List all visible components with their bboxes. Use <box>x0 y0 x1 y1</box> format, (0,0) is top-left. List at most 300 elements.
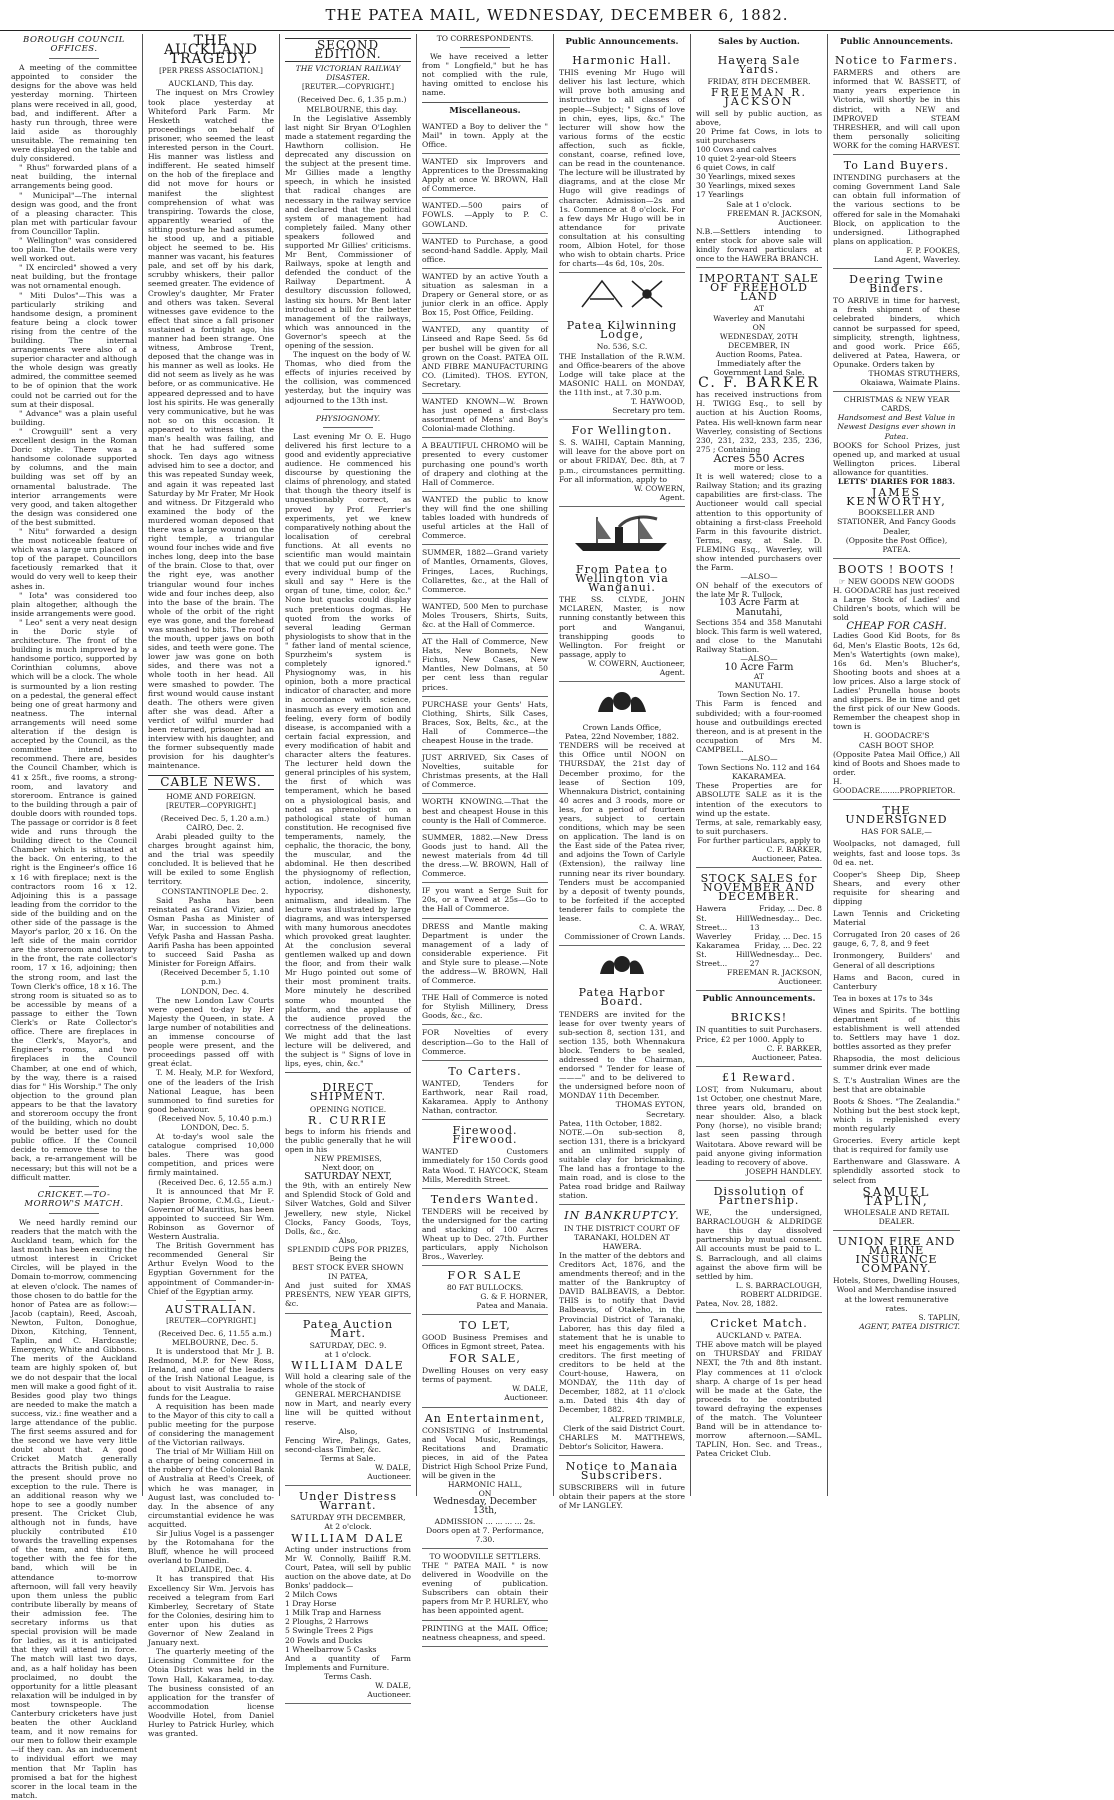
ad-signature: Secretary pro tem. <box>612 406 685 416</box>
ad-text: WANTED a Boy to deliver the " Mail" in town. Apply at the Office. <box>422 121 548 149</box>
ad-twine-binders <box>833 269 960 392</box>
ad-heading: UNION FIRE AND MARINE INSURANCE COMPANY. <box>837 1234 956 1276</box>
ad-text: Handsomest and Best Value in Newest Designs ever shown in Patea. <box>837 413 956 441</box>
divider <box>323 409 373 410</box>
ad-signature: C. F. BARKER, <box>766 1043 822 1053</box>
classified-ad <box>422 883 548 918</box>
classified-ad <box>422 1025 548 1060</box>
ad-text: ADMISSION ... ... ... ... 2s. <box>434 1516 536 1526</box>
column-2 <box>143 33 280 1739</box>
divider <box>186 1300 236 1301</box>
list-item: Boots & Shoes. "The Zealandia." Nothing but the best stock kept, which is replenished every month regularly <box>833 1096 960 1134</box>
ad-text: AT <box>753 304 765 314</box>
ad-text: AT <box>753 672 765 682</box>
list-item: Lawn Tennis and Cricketing Material <box>833 909 960 928</box>
ad-text: more or less. <box>733 463 785 473</box>
paragraph: A requisition has been made to the Mayor of this city to call a public meeting for the purpose of considering the management of the Victorian railways. <box>148 1401 274 1448</box>
masthead <box>0 0 1114 31</box>
ad-undersigned <box>833 800 960 1231</box>
ad-crown-lands <box>559 720 685 946</box>
ad-text: THE Installation of the R.W.M. and Office-bearers of the above Lodge will take place at the MASONIC HALL on MONDAY, the 11th inst., at 7.30 p.m. <box>559 351 685 397</box>
ad-text: Patea, Nov. 28, 1882. <box>696 1299 778 1308</box>
table-cell: Friday, ... Dec. 22 <box>754 940 822 950</box>
paragraph: We have received a letter from " Longfield," but he has not complied with the rule, having omitted to enclose his name. <box>422 52 548 98</box>
ad-text: BOOKSELLER AND STATIONER, And Fancy Goods Dealer, <box>837 508 956 536</box>
paragraph: The inquest on Mrs Crowley took place yesterday at Whiteford Park Farm. Mr Hesketh watched the proceedings on behalf of prisoner, who seemed the least interested person in the Court. His manner was listless and indifferent. He seated himself on the hob of the fireplace and did not move for hours or manifest the slightest comprehension of what was transpiring. Towards the close, apparently wearied of the sitting posture he had assumed, he stood up, and a pitiable object he seemed to be. His manner was vacant, his features pale, and set off by his dark, scrubby whiskers, their pallor seemed greater. The evidence of Crowley's daughter, Mr Frater and others was taken. Several witnesses gave evidence to the effect that since a fall prisoner sustained a fortnight ago, his manner had been strange. One witness, Ambrose Trent, deposed that the change was in his manner as well as looks. He did not seem as lively as he was before, or as communicative. He appeared depressed and to have lost his spirits. He was generally very communicative, but he was not so on this occasion. It appeared to witness that the man's health was failing, and that he had suffered some shock. Ten days ago witness advised him to see a doctor, and this was repeated Sunday week, and again it was repeated last Saturday by Mr Frater, Mr Hook and witness. Dr Fitzgerald who examined the body of the murdered woman deposed that there was a large wound on the right temple, a triangular wound four inches wide and five inches long, deep into the base of the brain. Close to that, over the right eye, was another triangular wound four inches wide and four inches deep, also into the base of the brain. The whole of the orbit of the right eye was gone, and the forehead was smashed to bits. The roof of the mouth, upper jaws on both sides, and teeth were gone. The lower jaw was gone on both sides, and there was not a whole tooth in her head. All were smashed to powder. The first wound would cause instant death. The others were given after she was dead. After a verdict of wilful murder had been returned, prisoner had an interview with his daughter, and the former subsequently made provision for his daughter's maintenance. <box>148 88 274 771</box>
column-5 <box>554 34 691 1511</box>
ad-text: Next door, on <box>322 1163 374 1173</box>
ad-signature: FREEMAN R. JACKSON, Auctioneer. <box>727 208 822 227</box>
dateline: MELBOURNE, Dec. 5. <box>171 1338 259 1348</box>
ad-text: 10 Acre Farm <box>724 662 794 674</box>
classified-ad <box>422 119 548 154</box>
ad-text: Fencing Wire, Palings, Gates, second-class Timber, &c. <box>285 1435 411 1454</box>
ad-heading: IN BANKRUPTCY. <box>564 1209 680 1223</box>
ad-text: FARMERS and others are informed that W. BASSETT, of many years experience in Victoria, will shortly be in this district, with a NEW and IMPROVED STEAM THRESHER, and will call upon them personally soliciting WORK for the coming HARVEST. <box>833 68 960 150</box>
ad-text: LOST, from Nukumaru, about 1st October, one chestnut Mare, three years old, branded on near shoulder. Also, a black Pony (horse), no visible brand; last seen passing through Waitotara. Above reward will be paid anyone giving information leading to recovery of above. <box>696 1084 822 1167</box>
table-row <box>696 904 822 913</box>
advertiser-name: FREEMAN R. JACKSON <box>710 86 808 109</box>
received-line: (Received Dec. 5, 1.20 a.m.) <box>160 813 270 823</box>
ad-woodville-settlers <box>422 1549 548 1621</box>
ad-text: WANTED KNOWN—W. Brown has just opened a first-class assortment of Mens' and Boy's Colonial-made Clothing. <box>422 397 548 434</box>
received-line: (Received December 5, 1.10 p.m.) <box>160 968 270 987</box>
ad-text: No. 536, S.C. <box>596 342 648 352</box>
ad-text: WANTED Customers immediately for 150 Cords good Rata Wood. T. HAYCOCK, Steam Mills, Meredith Street. <box>422 1147 548 1184</box>
ad-text: —ALSO— <box>740 754 778 764</box>
article-heading-borough: BOROUGH COUNCIL OFFICES. <box>23 35 125 55</box>
ad-heading: Deering Twine Binders. <box>849 273 944 296</box>
ad-hawera-sale-yards <box>696 50 822 268</box>
ad-signature: Secretary. <box>646 1109 685 1119</box>
ad-text: For further particulars, apply to <box>697 835 821 845</box>
ad-text: It is well watered; close to a Railway Station; and its grazing capabilities are first-class. The Auctioneer would call special attention to this opportunity of obtaining a first-class Freehold Farm in this favourite district. Terms, easy, at Sale. D. FLEMING Esq., Waverley, will show intended purchasers over the Farm. <box>696 472 822 573</box>
article-borough <box>11 63 137 1182</box>
ad-text: SATURDAY 9TH DECEMBER, <box>290 1513 406 1523</box>
ad-text: TO ARRIVE in time for harvest, a fresh shipment of these celebrated binders, which cannot be surpassed for speed, simplicity, strength, lightness, and good work. Price £65, delivered at Patea, Hawera, or Opunake. Orders taken by <box>833 296 960 369</box>
advertiser-name: JAMES KENWORTHY, <box>846 486 947 509</box>
ad-text: (Opposite Patea Mail Office,) All kind of Boots and Shoes made to order. <box>833 749 960 777</box>
ad-heading: Cricket Match. <box>710 1317 808 1331</box>
ad-text: KAKARAMEA. <box>731 772 787 782</box>
ad-text: S. S. WAIHI, Captain Manning, will leave for the above port on or about FRIDAY, Dec. 8th, at 7 p.m., circumstances permitting. For all information, apply to <box>559 438 685 484</box>
article-heading-tragedy: THE AUCKLAND TRAGEDY. <box>164 33 258 68</box>
physiognomy-body <box>285 432 411 1069</box>
ad-land-buyers <box>833 155 960 269</box>
ad-heading: TO LET, <box>459 1318 511 1332</box>
list-item: Cooper's Sheep Dip, Sheep Shears, and every other requisite for shearing and dipping <box>833 869 960 906</box>
ad-text: SPLENDID CUPS FOR PRIZES, <box>287 1244 409 1254</box>
ad-text: Wednesday, December 13th, <box>433 1497 537 1517</box>
ad-freehold-land <box>696 268 822 868</box>
ad-signature: Auctioneer. <box>367 1472 411 1482</box>
dateline: CAIRO, Dec. 2. <box>186 822 244 832</box>
dateline: CONSTANTINOPLE Dec. 2. <box>161 886 269 896</box>
classified-ad <box>422 438 548 491</box>
ad-subheading: OPENING NOTICE. <box>309 1104 387 1114</box>
dateline: AUCKLAND, This day. <box>168 79 254 89</box>
ad-text: TENDERS are invited for the lease for over twenty years of sub-section 8, section 131, and section 135, both Whennakura block. Tenders to be sealed, addressed to the Chairman, endorsed " Tender for lease of———" and to be delivered to the undersigned before noon of MONDAY 11th December. <box>559 1009 685 1101</box>
cable-news-heading: CABLE NEWS. <box>148 775 274 790</box>
divider <box>460 47 510 48</box>
ad-auction-mart <box>285 1314 411 1487</box>
ad-heading: Crown Lands Office, <box>582 723 662 733</box>
paragraph: " Municipal"—The internal design was good, and the front of a pleasing character. This plan met with particular favour from Councillor Taplin. <box>11 190 137 236</box>
ad-text: Sections 354 and 358 Manutahi block. This farm is well watered, and close to the Manutahi Railway Station. <box>696 617 822 654</box>
ad-text: H. GOODACRE'S <box>863 731 930 741</box>
cable-news-sub: HOME AND FOREIGN. <box>166 791 256 801</box>
ad-heading: Patea Kilwinning Lodge, <box>566 319 678 342</box>
list-item: 1 Milk Trap and Harness <box>285 1608 382 1618</box>
paragraph: Said Pasha has been reinstated as Grand Vizier, and Osman Pasha as Minister of War, in succession to Ahmed Vefyk Pasha and Hassan Pasha. Aarifi Pasha has been appointed to succeed Said Pasha as Minister for Foreign Affairs. <box>148 895 274 969</box>
reuter-credit: [REUTER.—COPYRIGHT.] <box>301 83 395 92</box>
list-item: Tea in boxes at 17s to 34s <box>833 993 933 1003</box>
ad-text: Terms at Sale. <box>320 1453 376 1463</box>
ad-text: Doors open at 7. Performance, 7.30. <box>426 1525 544 1544</box>
classified-ad <box>422 234 548 269</box>
divider <box>49 1213 99 1214</box>
paragraph: The new London Law Courts were opened to-day by Her Majesty the Queen, in state. A large number of notabilities and an immense concourse of people were present, and the proceedings passed off with great éclat. <box>148 995 274 1069</box>
list-item: And a quantity of Farm Implements and Furniture. <box>285 1653 411 1672</box>
ad-text: Being the <box>329 1254 367 1263</box>
paragraph: We need hardly remind our readers that the match with the Auckland team, which for the last month has been exciting the utmost interest in Cricket Circles, will be played in the Domain to-morrow, commencing at eleven o'clock. The names of those chosen to do battle for the honor of Patea are as follow:— Jacob (captain), Reed, Ascoah, Newton, Fulton, Donoghue, Dixon, Kitching, Tennent, Taplin, and C. Hardcastle; Emergency, White and Gibbons. The merits of the Auckland team are highly spoken of, but we do not despair that the local men will make a good fight of it. Besides good play two things are needed to make the match a success, viz.: fine weather and a large attendance of the public. The first seems assured and for the second we have very little doubt about that. A good Cricket Match generally attracts the British public, and the present should prove no exception to the rule. There is an additional reason why we hope to see a goodly number present. The Cricket Club, although not in funds, have pluckily contributed £10 towards the travelling expenses of the team, and this item, together with the fee for the band, which will be in attendance to-morrow afternoon, will fall very heavily upon them unless the public contribute liberally by means of their admission fee. The secretary informs us that special provision will be made for ladies, as it is anticipated that they will attend in force. The match will last two days, and, as a half holiday has been proclaimed, no doubt the opportunity for a little pleasant relaxation will be indulged in by most townspeople. The Canterbury cricketers have just beaten the other Auckland team, and it now remains for our men to follow their example—if they can. As an inducement to individual effort we may mention that Mr Taplin has promised a bat for the highest scorer in the local team in the match. <box>11 1217 137 1800</box>
ad-text: A BEAUTIFUL CHROMO will be presented to every customer purchasing one pound's worth of drapery and clothing at the Hall of Commerce. <box>422 441 548 487</box>
dateline: LONDON, Dec. 4. <box>180 986 250 996</box>
ad-text: Also, <box>338 1426 358 1436</box>
paragraph: " Miti Dulos"—This was a particularly striking and handsome design, a prominent feature being a clock tower rising from the centre of the building. The internal arrangements were also of a superior character and although the whole design was greatly admired, the committee seemed to be of opinion that the work could not be carried out for the sum at their disposal. <box>11 290 137 409</box>
ad-text: Also, <box>338 1235 358 1245</box>
column-3 <box>280 34 417 1700</box>
section-heading: Public Announcements. <box>702 994 816 1005</box>
ad-heading: BRICKS! <box>730 1011 788 1025</box>
ad-heading: THE UNDERSIGNED <box>845 804 948 827</box>
table-cell: Friday, ... Dec. 15 <box>754 931 822 941</box>
classified-ad <box>422 830 548 883</box>
miscellaneous-heading: Miscellaneous. <box>449 105 521 116</box>
ad-signature: Auctioneer, Patea. <box>752 854 822 864</box>
ad-text: WANTED, 500 Men to purchase Moles Trousers, Shirts, Suits, &c. at the Hall of Commerce. <box>422 601 548 629</box>
paragraph: " Wellington" was considered too plain. The details were very well worked out. <box>11 235 137 264</box>
ad-text: SUMMER, 1882.—New Dress Goods just to hand. All the newest materials from 4d till the dress.—W. BROWN, Hall of Commerce. <box>422 832 548 879</box>
correspondents-heading: TO CORRESPONDENTS. <box>436 34 534 43</box>
ad-text: Will hold a clearing sale of the whole of the stock of <box>285 1372 411 1391</box>
paragraph: It is understood that Mr J. B. Redmond, M.P. for New Ross, Ireland, and one of the leaders of the Irish National League, is about to visit Australia to raise funds for the League. <box>148 1347 274 1402</box>
paragraph: " Rhus" forwarded plans of a neat building, the internal arrangements being good. <box>11 163 137 191</box>
ad-text: —ALSO— <box>740 654 778 663</box>
ad-text: NEW PREMISES, <box>314 1153 382 1163</box>
ad-text: Town Section No. 17. <box>717 690 801 700</box>
classified-ad <box>422 154 548 198</box>
ad-text: BEST STOCK EVER SHOWN <box>292 1263 404 1273</box>
paragraph: Arabi pleaded guilty to the charges brought against him, and the trial was speedily concluded. It is believed that he will be exiled to some English territory. <box>148 831 274 887</box>
ad-signature: Auctioneer, Patea. <box>752 1052 822 1062</box>
ad-heading: Patea Harbor Board. <box>578 986 666 1009</box>
ad-text: H. GOODACRE has just received a Large Stock of Ladies' and Children's boots, which will be sold <box>833 585 960 623</box>
ad-signature: F. P. FOOKES, <box>906 245 960 255</box>
list-item: 10 quiet 2-year-old Steers <box>696 154 797 164</box>
ad-signature: W. DALE, <box>512 1384 548 1394</box>
ad-text: WANTED.—500 pairs of FOWLS. —Apply to P. C. GOWLAND. <box>422 201 548 229</box>
table-cell: Kakaramea <box>696 940 740 950</box>
ad-text: Terms Cash. <box>324 1671 372 1681</box>
divider <box>49 58 99 59</box>
paragraph: In the Legislative Assembly last night Sir Bryan O'Loghlen made a statement regarding the Hawthorn collision. He deprecated any discussion on the subject at the present time. Mr Gillies made a lengthy speech, in which he insisted that radical changes are necessary in the railway service and declared that the political system of management had completely failed. Many other speakers followed and supported Mr Gillies' criticisms. Mr Bent, Commissioner of Railways, spoke at length and defended the conduct of the Railway Department. A desultory discussion followed, lasting six hours. Mr Bent later introduced a bill for the better management of the railways, which was announced in the Governor's speech at the opening of the session. <box>285 113 411 350</box>
ad-text: Ladies Good Kid Boots, for 8s 6d, Men's Elastic Boots, 12s 6d, Men's Watertights (own make), 16s 6d. Men's Blucher's, Shooting boots and shoes at a low prices. Also a large stock of Ladies' Prunella house boots and slippers. Be in time and get the first pick of our New Goods. Remember the cheapest shop in town is <box>833 631 960 732</box>
ad-signature: FREEMAN R. JACKSON, <box>727 968 822 978</box>
ad-signature: W. DALE, <box>375 1681 411 1691</box>
ad-text: HAS FOR SALE,— <box>861 827 932 837</box>
section-heading: Public Announcements. <box>565 37 679 47</box>
ad-text: ON <box>752 322 766 332</box>
divider <box>323 427 373 428</box>
ad-heading: Notice to Farmers. <box>835 54 958 68</box>
received-line: (Received Dec. 6, 1.35 p.m.) <box>297 95 407 105</box>
ad-heading: IMPORTANT SALE OF FREEHOLD LAND <box>698 272 820 304</box>
list-item: 30 Yearlings, mixed sexes <box>696 181 796 191</box>
ad-text: SATURDAY NEXT, <box>304 1171 392 1183</box>
ad-harbor-board <box>559 982 685 1205</box>
paragraph: The trial of Mr William Hill on a charge of being concerned in the robbery of the Colonial Bank of Australia at Reed's Creek, of which he was manager, in August last, was concluded to-day. In the absence of any circumstantial evidence he was acquitted. <box>148 1447 274 1529</box>
ad-cricket-match <box>696 1313 822 1462</box>
list-item: Wines and Spirits. The bottling department of this establishment is well attended to. Settlers may have 1 doz. bottles assorted as they prefer <box>833 1005 960 1052</box>
ad-text: DRESS and Mantle making Department is under the management of a lady of considerable experience. Fit and Style sure to please.—Note the address—W. BROWN, Hall of Commerce. <box>422 921 548 986</box>
received-line: (Received Dec. 6, 11.55 a.m.) <box>158 1328 272 1338</box>
pointing-hand-icon: ☞ <box>838 576 846 586</box>
physiognomy-heading: PHYSIOGNOMY. <box>315 413 381 423</box>
article-heading-cricket: CRICKET.—TO-MORROW'S MATCH. <box>24 1189 124 1209</box>
ad-heading: £1 Reward. <box>721 1070 797 1084</box>
masthead-title: THE PATEA MAIL, WEDNESDAY, DECEMBER 6, 1882. <box>325 6 789 24</box>
list-item: S. T.'s Australian Wines are the best that are obtainable <box>833 1075 960 1094</box>
paragraph: It is announced that Mr F. Napier Broome, C.M.G., Lieut.-Governor of Mauritius, has been appointed to succeed Sir Wm. Robinson as Governor of Western Australia. <box>148 1186 274 1242</box>
ad-union-insurance <box>833 1231 960 1335</box>
table-cell: St. Hill Street... <box>696 949 750 968</box>
ad-text: IN PATEA, <box>327 1272 369 1282</box>
ad-text: At 2 o'clock. <box>324 1522 372 1532</box>
ad-signature: Agent. <box>659 492 685 502</box>
paragraph: " Nitu" forwarded a design the most noticeable feature of which was a large urn placed on top of the parapet. Councillors facetiously remarked that it would do very well to keep their ashes in. <box>11 526 137 591</box>
ad-heading: FOR SALE, <box>449 1352 521 1366</box>
ad-signature: Auctioneer. <box>504 1393 548 1403</box>
ad-text: These Properties are for ABSOLUTE SALE as it is the intention of the executors to wind up the estate. <box>696 781 822 818</box>
ad-carters <box>422 1061 548 1120</box>
ad-to-let <box>422 1315 548 1408</box>
paragraph: The quarterly meeting of the Licensing Committee for the Otoia District was held in the Town Hall, Kakaramea, to-day. The business consisted of an application for the transfer of accommodation license Woodville Hotel, from Daniel Hurley to Patrick Hurley, which was granted. <box>148 1647 274 1739</box>
ad-text: WANTED, Tenders for Earthwork, near Rail road, Kakaramea. Apply to Anthony Nathan, contractor. <box>422 1078 548 1116</box>
ad-text: will sell by public auction, as above, <box>696 108 822 127</box>
ad-signature: L. S. BARRACLOUGH, <box>735 1280 822 1290</box>
dateline: ADELAIDE, Dec. 4. <box>177 1565 252 1575</box>
dateline: MELBOURNE, this day. <box>306 104 398 114</box>
ad-text: WE, the undersigned, BARRACLOUGH & ALDRIDGE have this day dissolved partnership by mutual consent. All accounts must be paid to L. S. Barraclough, and all claims against the above firm will be settled by him. <box>696 1208 822 1281</box>
paragraph: " Advance" was a plain useful building. <box>11 408 137 427</box>
table-cell: Wednesday... Dec. 27 <box>749 949 822 968</box>
ad-text: WANTED to Purchase, a good second-hand Saddle. Apply, Mail office. <box>422 236 548 264</box>
column-4 <box>417 34 554 1642</box>
list-item: Corrugated Iron 20 cases of 26 gauge, 6, 7, 8, and 9 feet <box>833 930 960 949</box>
divider <box>49 1186 99 1187</box>
ad-signature: Agent. <box>659 667 685 677</box>
paragraph: " Leo" sent a very neat design in the Doric style of architecture. The front of the building is much improved by a handsome portico, supported by Corinthian columns, above which will be a clock. The whole is surmounted by a lion resting on a pedestal, the general effect being one of great harmony and neatness. The internal arrangements will need some alteration if the design is accepted by the Council, as the committee intend to recommend. There are, besides the Council Chamber, which is 41 x 25ft., five rooms, a strong-room, and lavatory and storeroom. Entrance is gained to the building through a pair of double doors with rounded tops. The passage or corridor is 8 feet wide and runs through the building direct to the Council Chamber which is situated at the back. On entering, to the right is the Engineer's office 16 x 16 with fireplace; next is the contractors room 16 x 12. Adjoining this is a passage leading from the corridor to the side of the building and on the other side of the passage is the Mayor's parlor, 20 x 16. On the left side of the main corridor are the storeroom and lavatory in the front, the rate collector's room, 17 x 16, adjoining; then the strong room, and last the Town Clerk's office, 18 x 16. The strong room is situated so as to be accessible by means of a passage to either the Town Clerk's or Rate Collector's office. There are fireplaces in the Clerk's, Mayor's, and Engineer's rooms, and two fireplaces in the Council Chamber, at one end of which, by the way, there is a raised dias for " His Worship." The only objection to the ground plan appears to be that the lavatory and storeroom occupy the front of the building, which no doubt would be better used for the public office. If the Council decide to remove these to the back, a re-arrangement will be necessary; but this will not be a difficult matter. <box>11 617 137 1182</box>
ad-text: Acres 550 Acres <box>713 451 805 465</box>
ad-patea-wellington <box>559 559 685 682</box>
list-item: 1 Wheelbarrow 5 Casks <box>285 1644 377 1654</box>
ad-text: CASH BOOT SHOP. <box>858 740 935 750</box>
ad-text: AUCKLAND v. PATEA. <box>716 1331 802 1341</box>
list-item: Woolpacks, not damaged, full weights, fast and loose tops. 3s 0d ea. net. <box>833 839 960 867</box>
column-1 <box>6 34 143 1800</box>
cable-news-body <box>148 814 274 1296</box>
ad-signature: Auctioneer. <box>367 1690 411 1700</box>
ad-text: SATURDAY, DEC. 9. <box>309 1340 387 1350</box>
advertiser-name: WILLIAM DALE <box>291 1531 405 1545</box>
advertiser-name: R. CURRIE <box>308 1113 388 1127</box>
classified-ad <box>422 794 548 829</box>
ad-harmonic-hall <box>559 50 685 273</box>
ad-text: Sale at 1 o'clock. <box>726 199 792 209</box>
article-tragedy <box>148 88 274 770</box>
page-columns <box>6 33 1108 1800</box>
steamship-icon <box>567 511 677 555</box>
ad-text: (Opposite the Post Office), PATEA. <box>845 535 948 554</box>
ad-text: has received instructions from H. TWIGG Esq., to sell by auction at his Auction Rooms, Patea. His well-known farm near Waverley, consisting of Sections 230, 231, 232, 233, 235, 236, 275 ; Containing <box>696 390 822 454</box>
received-line: (Received Nov. 5, 10.40 p.m.) <box>158 1113 272 1123</box>
paragraph: Last evening Mr O. E. Hugo delivered his first lecture to a good and evidently appreciative audience. He commenced his discourse by questioning the claims of phrenology, and stated that though the theory itself is unquestionably correct, as proved by Prof. Ferrier's experiments, yet we knew comparatively nothing about the localisation of cerebral functions. At all events no scientific man would maintain that we could put our finger on every individual bump of the skull and say " Here is the organ of tune, time, color, &c." None but quacks could display such pretentious dogmas. He quoted from the works of several leading German physiologists to show that in the " father land of mental science, Spurzheim's system is completely ignored." Physiognomy was, in his opinion, both a more practical indicator of character, and more in accordance with science, inasmuch as every emotion and feeling, every form of bodily disease, is accompanied with a certain facial expression, and every modification of habit and character alters the features. The lecturer held down the general principles of his system, the first of which was temperament, which he based on a physiological basis, and noted as phrenologist on a pathological state of human constitution. He recognised five temperaments, namely, the cephalic, the thoracic, the bony, the muscular, and the abdominal. He then described the physiognomy of reflection, action, indolence, sincerity, hypocrisy, dishonesty, animalism, and idealism. The lecture was illustrated by large diagrams, and was interspersed with many humorous anecdotes which provoked great laughter. At the conclusion several gentlemen walked up and down the floor, and from their walk Mr Hugo pointed out some of their most prominent traits. More minutely he described some who mounted the platform, and the applause of the audience proved the correctness of the delineations. We might add that the last lecture will be delivered, and the subject is " Signs of love in lips, eyes, chin, &c." <box>285 431 411 1069</box>
dateline: LONDON, Dec. 5. <box>180 1122 250 1132</box>
reuter-credit: [REUTER—COPYRIGHT.] <box>166 801 256 810</box>
ad-text: PURCHASE your Gents' Hats, Clothing, Shirts, Silk Cases, Braces, Sox, Belts, &c., at the Hall of Commerce—the cheapest House in the trade. <box>422 699 548 745</box>
railway-disaster-body <box>285 95 411 404</box>
ad-text: WORTH KNOWING.—That the best and cheapest House in this county is the Hall of Commerce. <box>422 797 548 825</box>
ad-text: WHOLESALE AND RETAIL DEALER. <box>844 1207 949 1226</box>
ad-heading: Harmonic Hall. <box>572 54 672 68</box>
ad-signature: W. COWERN, <box>634 483 685 493</box>
ad-tenders <box>422 1189 548 1267</box>
press-association-credit: [PER PRESS ASSOCIATION.] <box>159 67 263 76</box>
ad-heading: CHRISTMAS & NEW YEAR CARDS, <box>843 395 950 414</box>
ad-text: NEW GOODS NEW GOODS <box>847 576 955 586</box>
classified-ad <box>422 269 548 322</box>
ad-signature: AGENT, PATEA DISTRICT. <box>859 1321 960 1331</box>
paragraph: The British Government has recommended General Sir Arthur Evelyn Wood to the Egyptian Government for the appointment of Commander-in-Chief of the Egyptian army. <box>148 1241 274 1296</box>
ad-text: IF you want a Serge Suit for 20s, or a Tweed at 25s—Go to the Hall of Commerce. <box>422 886 548 914</box>
ad-text: MANUTAHI. <box>734 681 784 691</box>
ad-text: GENERAL MERCHANDISE <box>295 1390 401 1400</box>
ad-signature: Patea and Manaia. <box>476 1300 548 1310</box>
ad-text: GOOD Business Premises and Offices in Egmont street, Patea. <box>422 1332 548 1351</box>
table-row <box>696 950 822 968</box>
list-item: 2 Ploughs, 2 Harrows <box>285 1617 369 1627</box>
ad-christmas-cards <box>833 392 960 559</box>
ad-heading: For Wellington. <box>571 424 673 438</box>
ad-kilwinning-lodge <box>559 315 685 420</box>
ad-text: Dwelling Houses on very easy terms of payment. <box>422 1366 548 1385</box>
ad-heading: DIRECT SHIPMENT. <box>309 1081 386 1104</box>
ad-text: now in Mart, and nearly every line will be quitted without reserve. <box>285 1399 411 1427</box>
ad-bricks <box>696 1007 822 1066</box>
ad-heading: Hawera Sale Yards. <box>717 54 801 77</box>
ad-distress-warrant <box>285 1486 411 1704</box>
ad-text: at 1 o'clock. <box>324 1349 372 1359</box>
ad-signature: THOMAS EYTON, <box>615 1100 685 1110</box>
ad-text: WANTED by an active Youth a situation as salesman in a Drapery or General store, or as junior clerk in an office. Apply Box 15, Post Office, Feilding. <box>422 271 548 318</box>
ad-text: SUMMER, 1882—Grand variety of Mantles, Ornaments, Gloves, Fringes, Laces, Ruchings, Collarettes, &c., at the Hall of Commerce. <box>422 548 548 594</box>
paragraph: " IX encircled" showed a very neat building, but the frontage was not ornamental enough. <box>11 263 137 291</box>
ad-heading: Dissolution of Partnership. <box>713 1184 805 1207</box>
ad-text: SUBSCRIBERS will in future obtain their papers at the store of Mr LANGLEY. <box>559 1483 685 1511</box>
article-cricket <box>11 1218 137 1800</box>
ad-text: Acting under instructions from Mr W. Connolly, Bailiff R.M. Court, Patea, will sell by public auction on the above date, at Do Bonks' paddock— <box>285 1544 411 1590</box>
ad-text: IN THE DISTRICT COURT OF TARANAKI, HOLDEN AT HAWERA. <box>563 1223 681 1251</box>
ad-text: BOOKS for School Prizes, just opened up, and marked at usual Wellington prices. Liberal allowance for quantities. <box>833 440 960 477</box>
section-heading: Sales by Auction. <box>718 37 800 47</box>
classified-ad <box>422 322 548 394</box>
ad-notice-to-farmers <box>833 50 960 155</box>
ad-signature: THOMAS STRUTHERS, <box>868 369 960 378</box>
ad-for-wellington <box>559 420 685 507</box>
ad-text: HARMONIC HALL, <box>447 1480 523 1490</box>
ad-text: Terms, at sale, remarkably easy, to suit purchasers. <box>696 817 822 836</box>
table-row <box>696 914 822 932</box>
ad-signature: C. A. WRAY, <box>639 923 685 933</box>
ad-text: FOR Novelties of every description—Go to the Hall of Commerce. <box>422 1028 548 1056</box>
ad-text: CHEAP FOR CASH. <box>846 621 947 633</box>
ad-text: THE SS. CLYDE, JOHN MCLAREN, Master, is now running constantly between this port and Wanganui, transhipping goods to Wellington. For freight or passage, apply to <box>559 595 685 659</box>
table-cell: Friday, ... Dec. 8 <box>759 904 822 914</box>
ad-text: —ALSO— <box>740 572 778 582</box>
table-cell: Hawera <box>696 904 727 914</box>
royal-arms-icon <box>592 950 652 978</box>
advertiser-name: C. F. BARKER <box>698 375 820 392</box>
ad-text: THE " PATEA MAIL " is now delivered in Woodville on the evening of publication. Subscribers can obtain their papers from Mr P. HURLEY, who has been appointed agent. <box>422 1560 548 1616</box>
ad-text: CONSISTING of Instrumental and Vocal Music, Readings, Recitations and Dramatic pieces, in aid of the Patea District High School Prize Fund, will be given in the <box>422 1425 548 1481</box>
classified-ad <box>422 634 548 697</box>
ad-text: 103 Acre Farm at Manutahi, <box>719 598 799 618</box>
table-cell: St. Hill Street... <box>696 913 750 932</box>
list-item: 100 Cows and calves <box>696 144 777 154</box>
ad-signature: JOSEPH HANDLEY. <box>745 1166 822 1176</box>
classified-ad <box>422 198 548 233</box>
ad-signature: Auctioneer. <box>778 977 822 987</box>
second-edition-heading: SECOND EDITION. <box>285 38 411 62</box>
ad-text: In the matter of the debtors and Creditors Act, 1876, and the amendments thereof; and in the matter of the Bankruptcy of DAVID BALBEAVIS, a Debtor. THIS is to notify that David Balbeavis, of Otakeho, in the Provincial District of Taranaki, Laborer, has this day filed a statement that he is unable to meet his engagements with his creditors. The first meeting of creditors to be held at the Court-house, Hawera, on MONDAY, the 11th day of December, 1882, at 11 o'clock a.m. Dated this 4th day of December, 1882. <box>559 1250 685 1415</box>
royal-arms-icon <box>592 686 652 716</box>
paragraph: It has transpired that His Excellency Sir Wm. Jervois has received a telegram from Earl Kimberley, Secretary of State for the Colonies, desiring him to enter upon his duties as Governor of New Zealand in January next. <box>148 1574 274 1648</box>
list-item: Hams and Bacon, cured in Canterbury <box>833 972 960 991</box>
ad-firewood <box>422 1120 548 1189</box>
classified-ad <box>422 750 548 794</box>
ad-heading: An Entertainment, <box>424 1411 546 1425</box>
ad-heading: STOCK SALES for NOVEMBER AND DECEMBER. <box>700 872 818 904</box>
correspondents-body <box>422 52 548 97</box>
ad-heading: To Land Buyers. <box>843 159 950 173</box>
ad-text: Town Sections No. 112 and 164 <box>697 763 821 773</box>
ad-text: LETTS' DIARIES FOR 1883. <box>837 477 956 487</box>
classified-ad <box>422 394 548 438</box>
list-item: 20 Prime fat Cows, in lots to suit purchasers <box>696 126 822 145</box>
list-item: Ironmongery, Builders' and General of all descriptions <box>833 951 960 970</box>
ad-text: TENDERS will be received by the undersigned for the carting and stacking of 100 Acres Wheat up to Dec. 27th. Further particulars, apply Nicholson Bros., Waverley. <box>422 1206 548 1262</box>
reuter-credit: [REUTER—COPYRIGHT.] <box>166 1316 256 1325</box>
ad-text: This Farm is fenced and subdivided; with a four-roomed house and outbuildings erected thereon, and is at present in the occupation of Mrs M. CAMPBELL. <box>696 699 822 754</box>
ad-signature: C. F. BARKER, <box>766 844 822 854</box>
ad-heading: To Carters. <box>448 1064 522 1078</box>
table-cell: Waverley <box>696 931 732 941</box>
ad-text: JUST ARRIVED, Six Cases of Novelties, suitable for Christmas presents, at the Hall of Commerce. <box>422 753 548 790</box>
list-item: 6 quiet Cows, in calf <box>696 163 775 173</box>
advertiser-name: SAMUEL TAPLIN, <box>862 1184 931 1208</box>
ad-text: WANTED, any quantity of Linseed and Rape Seed. 5s 6d per bushel will be given for all grown on the Coast. PATEA OIL AND FIBRE MANUFACTURING CO. (Limited). THOS. EYTON, Secretary. <box>422 325 548 389</box>
